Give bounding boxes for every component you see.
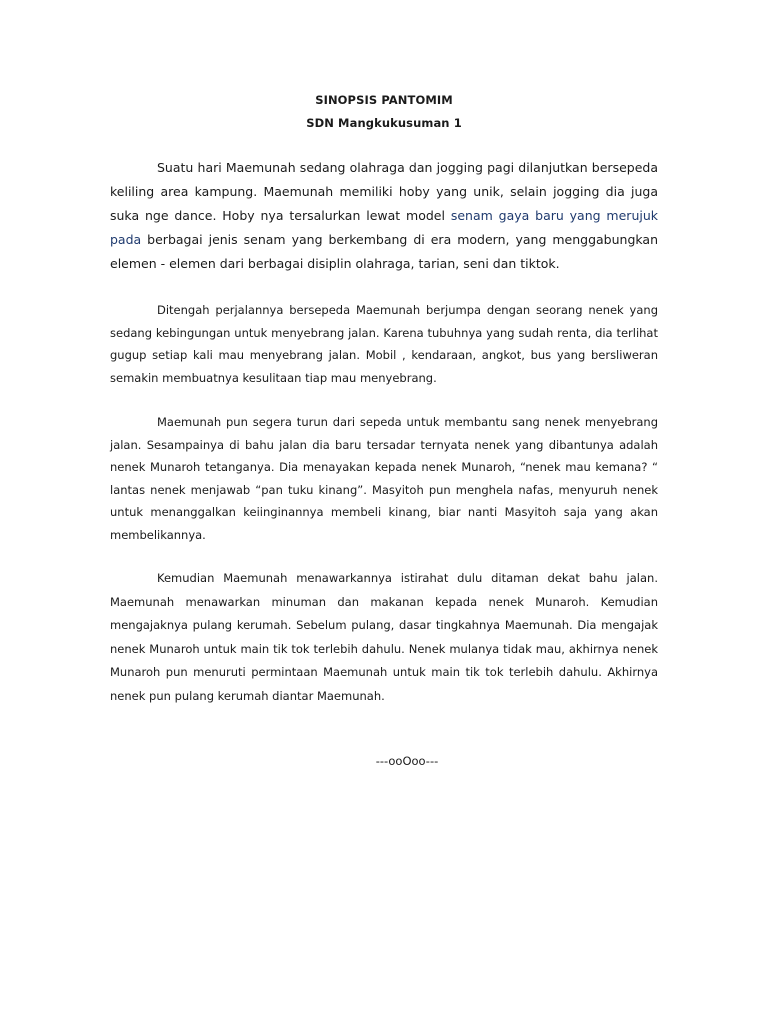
paragraph-1-text-end: berbagai jenis senam yang berkembang di era modern, yang menggabungkan elemen - elemen dari berbagai disiplin olahraga, tarian, seni dan tiktok.	[110, 232, 658, 271]
paragraph-1	[110, 156, 658, 276]
document-title: SINOPSIS PANTOMIM	[315, 93, 453, 107]
paragraph-2: Ditengah perjalannya bersepeda Maemunah berjumpa dengan seorang nenek yang sedang kebingungan untuk menyebrang jalan. Karena tubuhnya yang sudah renta, dia terlihat gugup setiap kali mau menyebrang jalan. Mobil , kendaraan, angkot, bus yang bersliweran semakin membuatnya kesulitaan tiap mau menyebrang.	[110, 303, 658, 385]
highlighted-link-text[interactable]: senam gaya baru yang merujuk pada	[110, 208, 658, 247]
paragraph-4: Kemudian Maemunah menawarkannya istirahat dulu ditaman dekat bahu jalan. Maemunah menawarkan minuman dan makanan kepada nenek Munaroh. Kemudian mengajaknya pulang kerumah. Sebelum pulang, dasar tingkahnya Maemunah. Dia mengajak nenek Munaroh untuk main tik tok terlebih dahulu. Nenek mulanya tidak mau, akhirnya nenek Munaroh pun menuruti permintaan Maemunah untuk main tik tok terlebih dahulu. Akhirnya nenek pun pulang kerumah diantar Maemunah.	[110, 571, 658, 703]
ending-mark: ---ooOoo---	[375, 754, 439, 768]
document-subtitle: SDN Mangkukusuman 1	[306, 116, 462, 130]
paragraph-3: Maemunah pun segera turun dari sepeda untuk membantu sang nenek menyebrang jalan. Sesampainya di bahu jalan dia baru tersadar ternyata nenek yang dibantunya adalah nenek Munaroh tetanganya. Dia menayakan kepada nenek Munaroh, “nenek mau kemana? “ lantas nenek menjawab “pan tuku kinang”. Masyitoh pun menghela nafas, menyuruh nenek untuk menanggalkan keiinginannya membeli kinang, biar nanti Masyitoh saja yang akan membelikannya.	[110, 415, 658, 542]
paragraph-1-text-start: Suatu hari Maemunah sedang olahraga dan jogging pagi dilanjutkan bersepeda keliling area kampung. Maemunah memiliki hoby yang unik, selain jogging dia juga suka nge dance. Hoby nya tersalurkan lewat model	[110, 160, 658, 223]
